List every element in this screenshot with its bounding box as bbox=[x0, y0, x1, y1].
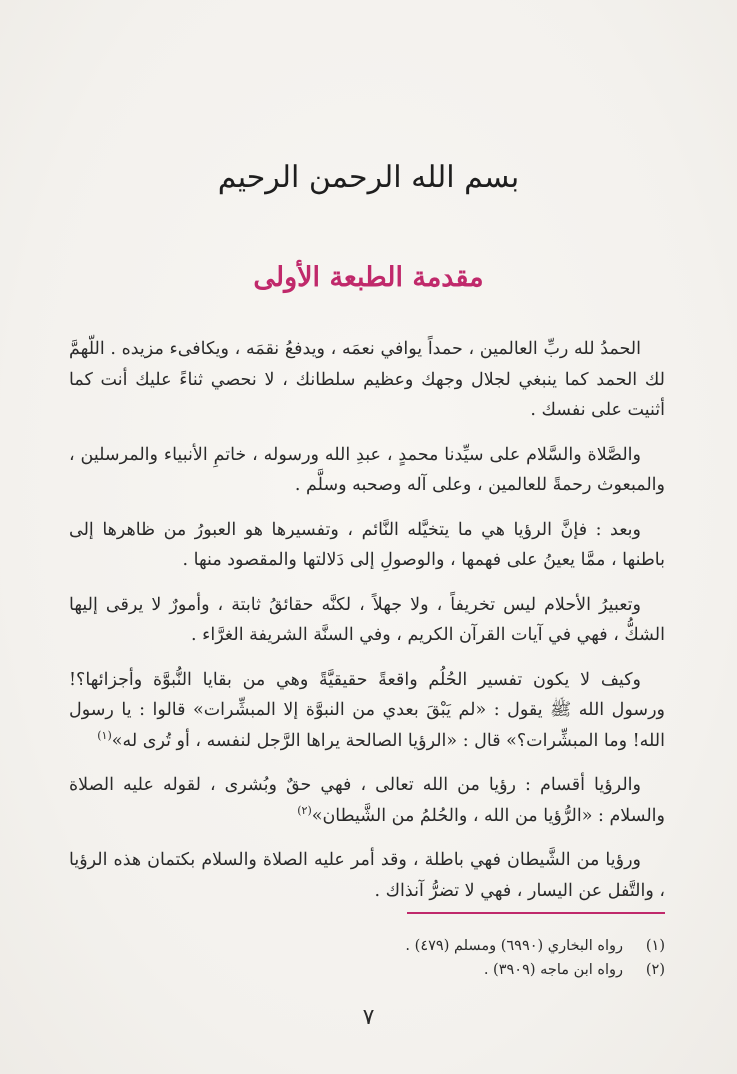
chapter-heading: مقدمة الطبعة الأولى bbox=[253, 262, 484, 293]
footnote-item bbox=[69, 934, 665, 958]
paragraph: والصَّلاة والسَّلام على سيِّدنا محمدٍ ، عبدِ الله ورسوله ، خاتمِ الأنبياء والمرسلين ، والمبعوث رحمةً للعالمين ، وعلى آله وصحبه وسلَّم . bbox=[69, 444, 665, 495]
basmala-text: بسم الله الرحمن الرحيم bbox=[217, 160, 520, 195]
paragraph: الحمدُ لله ربِّ العالمين ، حمداً يوافي نعمَه ، ويدفعُ نقمَه ، ويكافىء مزيده . اللّهمَّ لك الحمد كما ينبغي لجلال وجهك وعظيم سلطانك ، لا نحصي ثناءً عليك أنت كما أثنيت على نفسك . bbox=[69, 339, 665, 420]
footnote-separator bbox=[407, 912, 665, 914]
paragraph: وبعد : فإنَّ الرؤيا هي ما يتخيَّله النَّائم ، وتفسيرها هو العبورُ من ظاهرها إلى باطنها ، ممَّا يعينُ على فهمها ، والوصولِ إلى دَلالتها والمقصود منها . bbox=[69, 519, 665, 570]
paragraph-text: والرؤيا أقسام : رؤيا من الله تعالى ، فهي حقٌ وبُشرى ، لقوله عليه الصلاة والسلام : «الرُّؤيا من الله ، والحُلمُ من الشَّيطان» bbox=[69, 775, 665, 826]
footnotes bbox=[69, 934, 665, 982]
paragraph bbox=[69, 770, 665, 831]
page-number: ٧ bbox=[362, 1005, 375, 1030]
footnote-item bbox=[69, 958, 665, 982]
paragraph bbox=[69, 665, 665, 757]
footnote-text: رواه ابن ماجه (٣٩٠٩) . bbox=[483, 962, 623, 978]
basmala-calligraphy bbox=[0, 160, 737, 195]
footnote-ref[interactable]: (٢) bbox=[297, 803, 312, 817]
paragraph-text: وكيف لا يكون تفسير الحُلُم واقعةً حقيقيَّةً وهي من بقايا النُّبوَّة وأجزائها؟! ورسول الله ﷺ يقول : «لم يَبْقَ بعدي من النبوَّة إلا المبشِّرات» قالوا : يا رسول الله! وما المبشِّرات؟» قال : «الرؤيا الصالحة يراها الرَّجل لنفسه ، أو تُرى له» bbox=[69, 669, 665, 751]
paragraph: وتعبيرُ الأحلام ليس تخريفاً ، ولا جهلاً ، لكنَّه حقائقُ ثابتة ، وأمورٌ لا يرقى إليها الشكُّ ، فهي في آيات القرآن الكريم ، وفي السنَّة الشريفة الغرَّاء . bbox=[69, 594, 665, 645]
paragraph: ورؤيا من الشَّيطان فهي باطلة ، وقد أمر عليه الصلاة والسلام بكتمان هذه الرؤيا ، والتَّفل عن اليسار ، فهي لا تضرُّ آنذاك . bbox=[69, 850, 665, 901]
footnote-ref[interactable]: (١) bbox=[97, 728, 112, 742]
footnote-number: (١) bbox=[645, 938, 665, 954]
body-text bbox=[69, 334, 665, 920]
footnote-number: (٢) bbox=[645, 962, 665, 978]
footnote-text: رواه البخاري (٦٩٩٠) ومسلم (٤٧٩) . bbox=[405, 938, 623, 954]
